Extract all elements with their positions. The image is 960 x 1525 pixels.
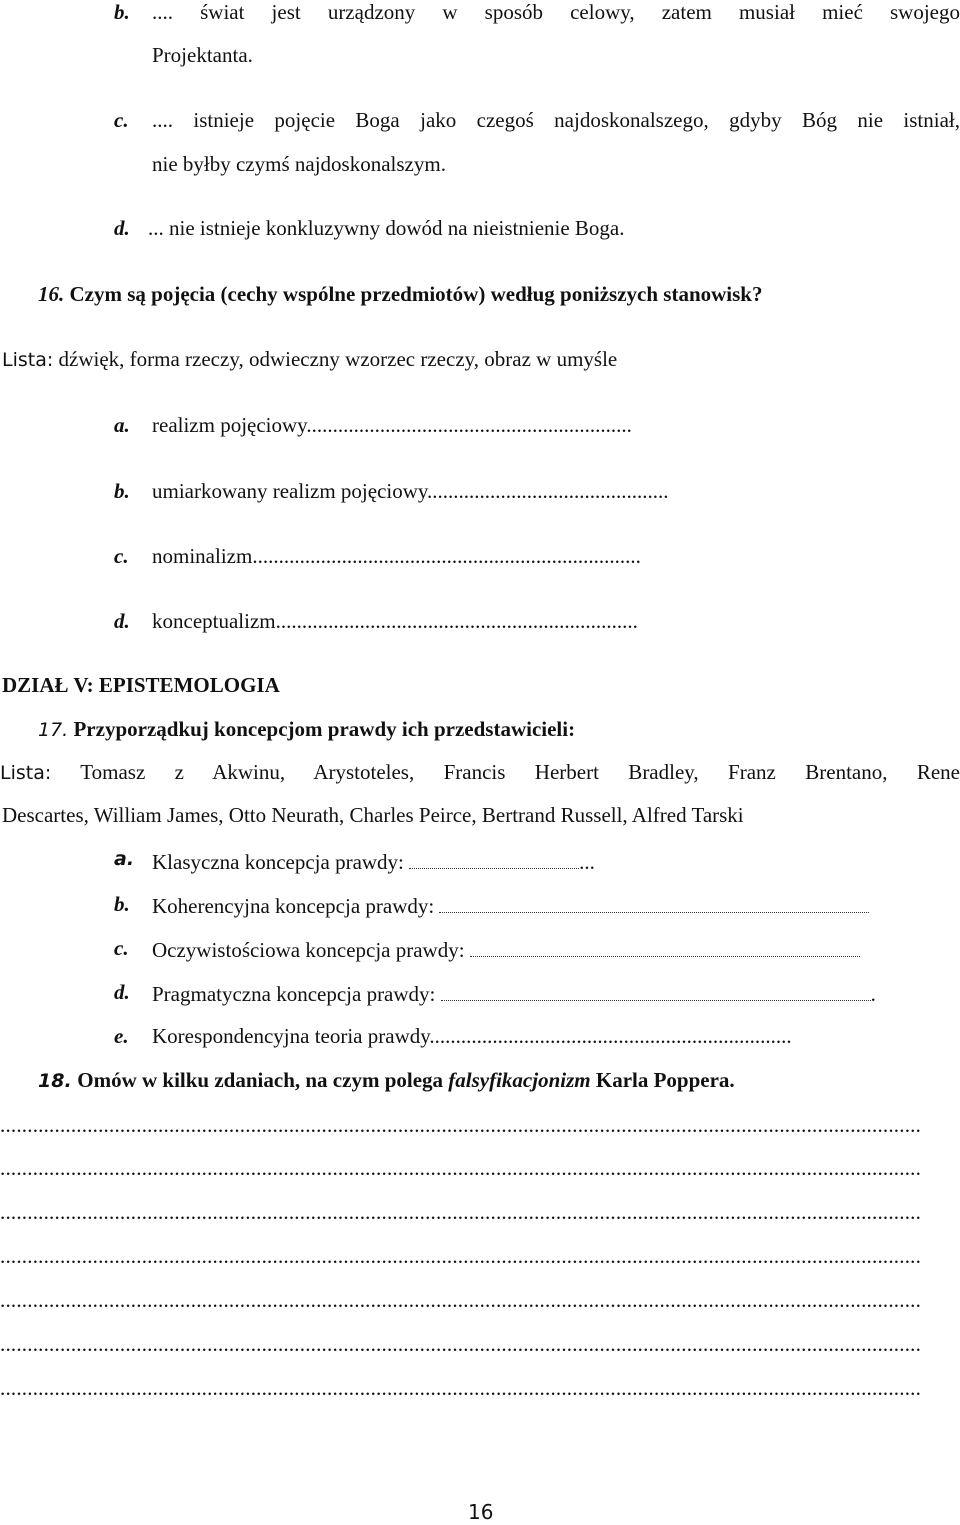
question-16-number: 16.	[38, 282, 65, 306]
q16-item-a: realizm pojęciowy..............................................................	[152, 413, 632, 437]
question-18-text-italic: falsyfikacjonizm	[448, 1068, 591, 1092]
q17-item-c-blank	[470, 938, 860, 957]
page-number: 16	[468, 1500, 494, 1524]
question-18-number: 18.	[38, 1070, 72, 1092]
answer-line-4: .........................................................................................................................................................................	[0, 1244, 922, 1268]
question-18-text-after: Karla Poppera.	[595, 1068, 735, 1092]
q17-item-e: Korespondencyjna teoria prawdy.....................................................................	[152, 1024, 792, 1048]
q16-marker-a: a.	[114, 413, 130, 437]
answer-line-6: .........................................................................................................................................................................	[0, 1332, 922, 1356]
q17-list-line1-text: Tomasz z Akwinu, Arystoteles, Francis Herbert Bradley, Franz Brentano, Rene	[80, 760, 960, 784]
answer-line-1: .........................................................................................................................................................................	[0, 1113, 922, 1137]
q17-item-b-text: Koherencyjna koncepcja prawdy:	[152, 894, 435, 918]
q16-item-d-text: konceptualizm...	[152, 609, 292, 633]
item-marker-b: b.	[114, 0, 130, 24]
q16-list-text: dźwięk, forma rzeczy, odwieczny wzorzec rzeczy, obraz w umyśle	[58, 347, 618, 371]
q16-item-a-text: realizm pojęciowy...	[152, 413, 323, 437]
q17-item-a-tail: ...	[579, 850, 595, 874]
q17-item-d	[152, 982, 876, 1005]
q17-marker-b: b.	[114, 892, 130, 916]
q16-marker-d: d.	[114, 609, 130, 633]
answer-line-2: .........................................................................................................................................................................	[0, 1156, 922, 1180]
q17-item-a-text: Klasyczna koncepcja prawdy:	[152, 850, 404, 874]
q17-item-c-text: Oczywistościowa koncepcja prawdy:	[152, 938, 465, 962]
q17-item-e-text: Korespondencyjna teoria prawdy...	[152, 1024, 446, 1048]
question-16-text: Czym są pojęcia (cechy wspólne przedmiotów) według poniższych stanowisk?	[69, 282, 763, 306]
item-b-line2: Projektanta.	[152, 43, 253, 67]
q17-item-b	[152, 894, 869, 917]
q17-item-a-blank	[409, 850, 579, 869]
question-17-number: 17.	[38, 719, 69, 741]
q16-list-label: Lista:	[2, 349, 54, 371]
q17-marker-a: a.	[114, 848, 135, 870]
item-b-line1: .... świat jest urządzony w sposób celowy, zatem musiał mieć swojego	[152, 0, 960, 24]
q17-item-c	[152, 938, 860, 961]
q16-list	[2, 349, 617, 370]
q17-list-line2: Descartes, William James, Otto Neurath, Charles Peirce, Bertrand Russell, Alfred Tarski	[2, 803, 744, 827]
item-d-line1: ... nie istnieje konkluzywny dowód na nieistnienie Boga.	[148, 216, 625, 240]
q16-item-c-text: nominalizm...	[152, 544, 269, 568]
answer-line-7: .........................................................................................................................................................................	[0, 1376, 922, 1400]
answer-line-5: .........................................................................................................................................................................	[0, 1288, 922, 1312]
item-c-line1: .... istnieje pojęcie Boga jako czegoś najdoskonalszego, gdyby Bóg nie istniał,	[152, 108, 960, 132]
q17-item-d-tail: .	[870, 982, 876, 1006]
question-18-text-before: Omów w kilku zdaniach, na czym polega	[77, 1068, 444, 1092]
question-16	[38, 284, 762, 305]
q17-item-a	[152, 850, 595, 873]
item-c-line2: nie byłby czymś najdoskonalszym.	[152, 152, 446, 176]
q16-item-b-text: umiarkowany realizm pojęciowy...	[152, 479, 443, 503]
q16-marker-c: c.	[114, 544, 129, 568]
q17-marker-d: d.	[114, 980, 130, 1004]
item-marker-c: c.	[114, 108, 129, 132]
q17-marker-e: e.	[114, 1024, 129, 1048]
answer-line-3: .........................................................................................................................................................................	[0, 1200, 922, 1224]
q17-list-label: Lista:	[0, 762, 52, 784]
question-18	[38, 1070, 735, 1091]
q16-item-d: konceptualizm.....................................................................	[152, 609, 638, 633]
q17-marker-c: c.	[114, 936, 129, 960]
q17-item-d-text: Pragmatyczna koncepcja prawdy:	[152, 982, 436, 1006]
question-17	[38, 719, 575, 740]
q16-marker-b: b.	[114, 479, 130, 503]
section-title: DZIAŁ V: EPISTEMOLOGIA	[2, 673, 280, 697]
q17-item-b-blank	[439, 894, 869, 913]
question-17-text: Przyporządkuj koncepcjom prawdy ich przedstawicieli:	[73, 717, 576, 741]
q17-list-line1	[0, 762, 960, 783]
q17-item-d-blank	[441, 982, 871, 1001]
q16-item-c: nominalizm..........................................................................	[152, 544, 641, 568]
item-marker-d: d.	[114, 216, 130, 240]
q16-item-b: umiarkowany realizm pojęciowy..............................................	[152, 479, 669, 503]
